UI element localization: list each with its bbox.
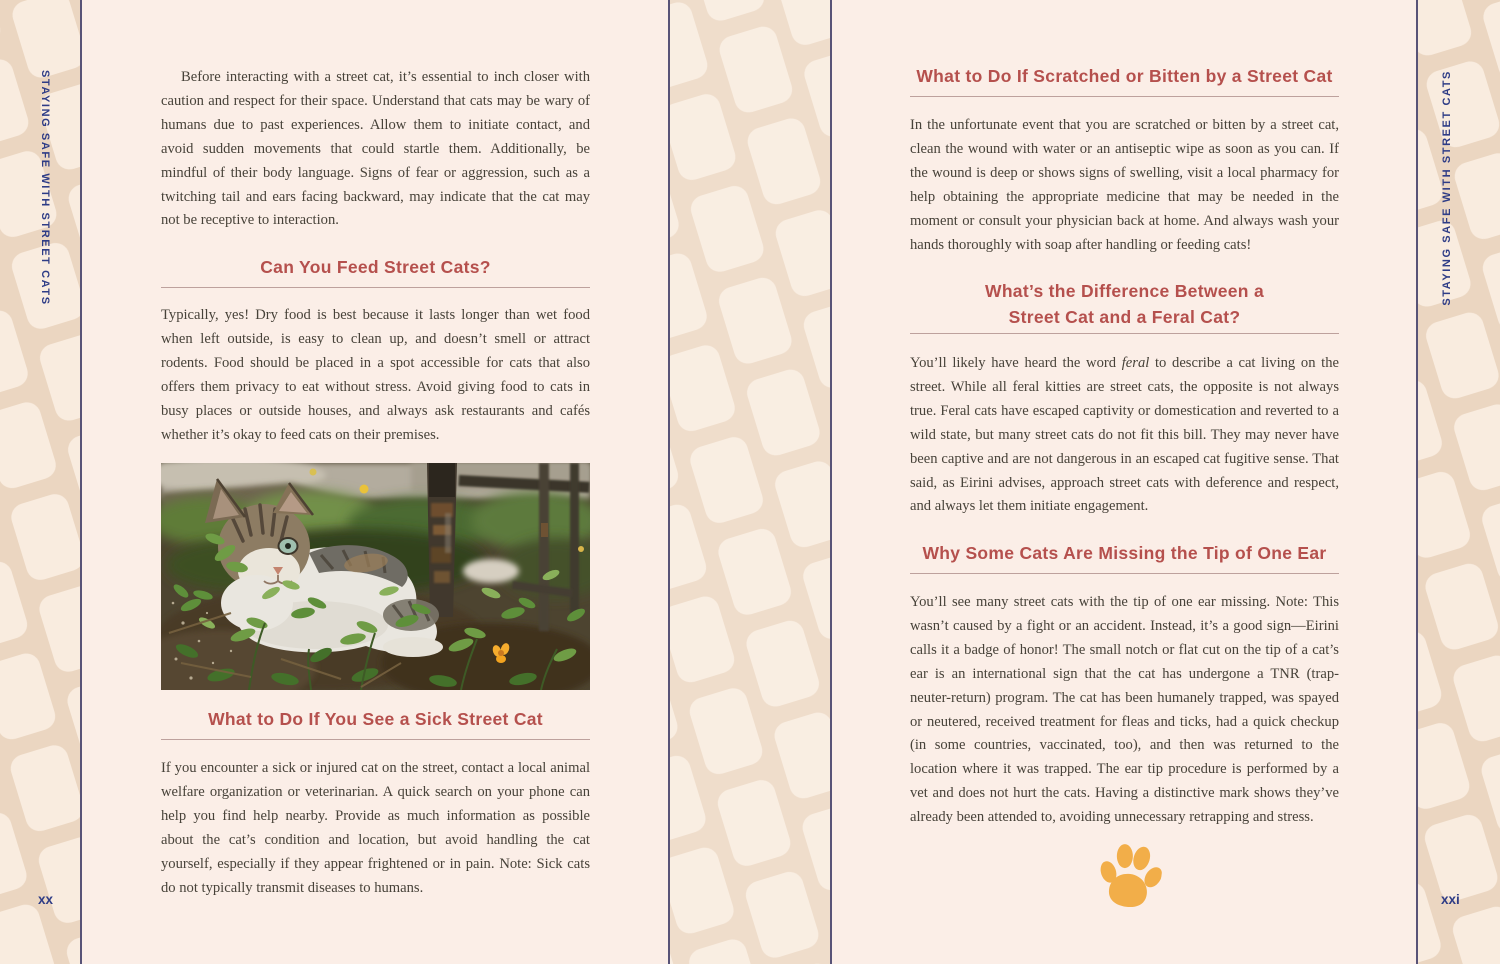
heading-street-vs-feral (910, 278, 1339, 330)
right-margin-chapter-label: STAYING SAFE WITH STREET CATS (1441, 70, 1453, 306)
sick-cat-paragraph: If you encounter a sick or injured cat on the street, contact a local animal welfare organization or veterinarian. A quick search on your phone can help you find help nearby. Provide as much information as possible about the cat’s condition and location, but avoid handling the cat yourself, especially if they appear frightened or in pain. Note: Sick cats do not typically transmit diseases to humans. (161, 760, 590, 896)
feeding-paragraph: Typically, yes! Dry food is best because it lasts longer than wet food when left outside, is easy to clean up, and doesn’t smell or attract rodents. Food should be placed in a spot accessible for cats that also offers them privacy to eat without stress. Avoid giving food to cats in busy places or outside houses, and always ask restaurants and cafés whether it’s okay to feed cats on their premises. (161, 307, 590, 443)
left-page-text-column (161, 0, 590, 964)
feral-paragraph-pre: You’ll likely have heard the word (910, 355, 1122, 371)
feral-paragraph (910, 352, 1339, 519)
scratched-paragraph: In the unfortunate event that you are scratched or bitten by a street cat, clean the wound with water or an antiseptic wipe as soon as you can. If the wound is deep or shows signs of swelling, visit a local pharmacy for help obtaining the appropriate medicine that may be needed in the moment or consult your physician back at home. And always wash your hands thoroughly with soap after handling or feeding cats! (910, 117, 1339, 253)
heading-line-1: What’s the Difference Between a (985, 281, 1264, 301)
heading-ear-tip: Why Some Cats Are Missing the Tip of One Ear (922, 543, 1327, 563)
heading-can-you-feed-street-cats: Can You Feed Street Cats? (260, 257, 491, 277)
feral-word-italic: feral (1121, 355, 1150, 371)
street-cat-photo (161, 463, 590, 690)
intro-paragraph: Before interacting with a street cat, it’s essential to inch closer with caution and respect for their space. Understand that cats may be wary of humans due to past experiences. Allow them to initiate contact, and avoid sudden movements that could startle them. Additionally, be mindful of their body language. Signs of fear or aggression, such as a twitching tail and ears facing backward, may indicate that the cat may not be receptive to interaction. (161, 69, 590, 229)
left-page-number: xx (38, 892, 54, 907)
heading-sick-street-cat: What to Do If You See a Sick Street Cat (208, 709, 543, 729)
heading-rule (910, 573, 1339, 574)
feral-paragraph-post: to describe a cat living on the street. While all feral kitties are street cats, the opposite is not always true. Feral cats have escaped captivity or domestication and reverted to a wild state, but many street cats do not fit this bill. They may never have been captive and are not dangerous in an escaped cat fugitive sense. That said, as Eirini advises, approach street cats with deference and respect, and always let them initiate engagement. (910, 355, 1339, 515)
right-page-text-column (910, 0, 1339, 964)
heading-line-2: Street Cat and a Feral Cat? (1008, 307, 1241, 327)
right-page-number: xxi (1441, 892, 1460, 907)
paw-print-icon (1095, 840, 1166, 914)
left-page (80, 0, 670, 964)
heading-scratched-or-bitten: What to Do If Scratched or Bitten by a Street Cat (916, 66, 1333, 86)
left-margin-chapter-label: STAYING SAFE WITH STREET CATS (39, 70, 51, 306)
right-page (830, 0, 1418, 964)
heading-rule (161, 287, 590, 288)
heading-rule (910, 333, 1339, 334)
ear-tip-paragraph: You’ll see many street cats with the tip of one ear missing. Note: This wasn’t caused by a fight or an accident. Instead, it’s a good sign—Eirini calls it a badge of honor! The small notch or flat cut on the tip of a cat’s ear is an international sign that the cat has undergone a TNR (trap-neuter-return) program. The cat has been humanely trapped, was spayed or neutered, received treatment for fleas and ticks, had a quick checkup (in some countries, vaccinated, too), and then was returned to the location where it was trapped. The ear tip procedure is performed by a vet and does not hurt the cats. Having a distinctive mark shows they’ve already been attended to, avoiding unnecessary retrapping and stress. (910, 594, 1339, 826)
heading-rule (161, 739, 590, 740)
heading-rule (910, 96, 1339, 97)
